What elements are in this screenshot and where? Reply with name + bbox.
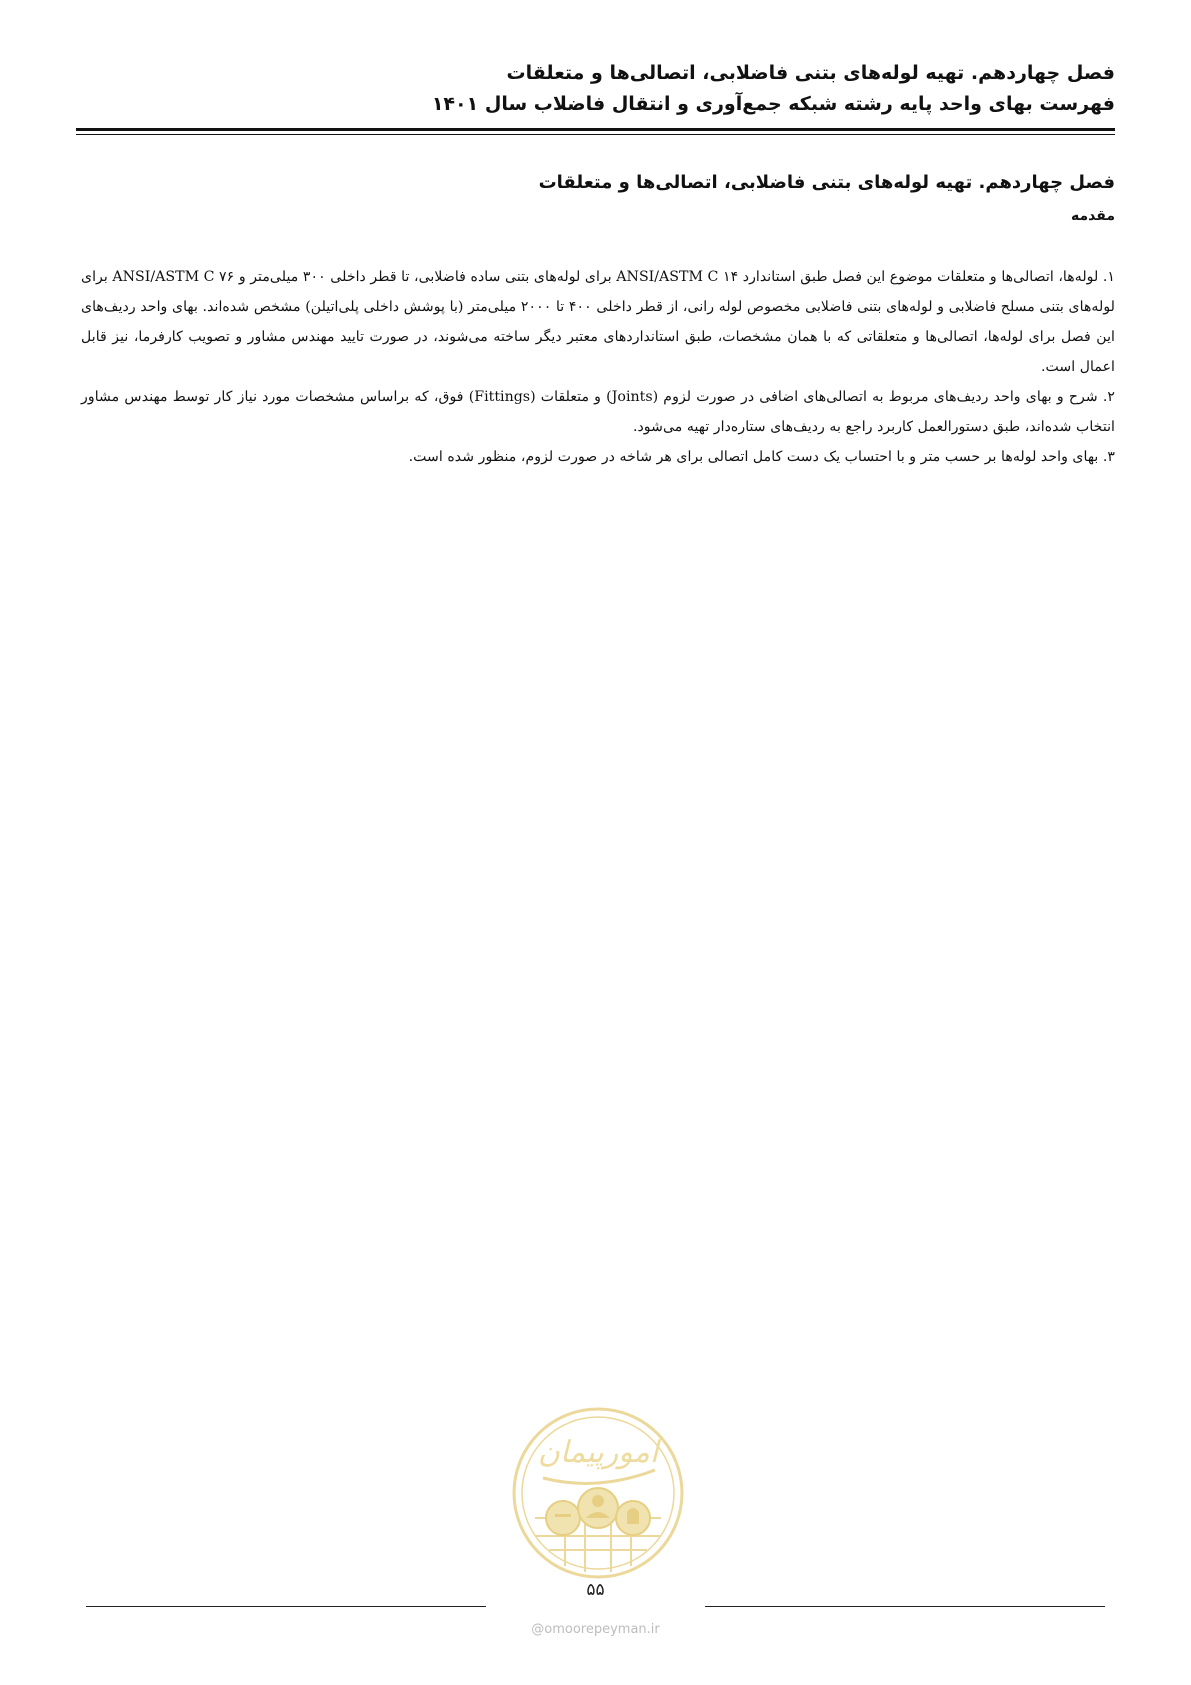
paragraph-3: ۳. بهای واحد لوله‌ها بر حسب متر و با احتساب یک دست کامل اتصالی برای هر شاخه در صورت لزوم، منظور شده است. bbox=[408, 449, 1115, 465]
paragraph-2: ۲. شرح و بهای واحد ردیف‌های مربوط به اتصالی‌های اضافی در صورت لزوم (Joints) و متعلقات (Fittings) فوق، که براساس مشخصات مورد نیاز کار توسط مهندس مشاور انتخاب شده‌اند، طبق دستورالعمل کاربرد راجع به ردیف‌های ستاره‌دار تهیه می‌شود. bbox=[81, 389, 1115, 435]
header-divider-thick bbox=[76, 128, 1115, 131]
site-watermark: @omoorepeyman.ir bbox=[531, 1622, 660, 1637]
footer-divider-left bbox=[86, 1606, 486, 1607]
header-publication-title: فهرست بهای واحد پایه رشته شبکه جمع‌آوری و انتقال فاضلاب سال ۱۴۰۱ bbox=[431, 93, 1115, 115]
running-header bbox=[81, 58, 1115, 120]
footer-divider-right bbox=[705, 1606, 1105, 1607]
watermark-text: امورپیمان bbox=[537, 1435, 659, 1470]
header-chapter-title: فصل چهاردهم. تهیه لوله‌های بتنی فاضلابی، اتصالی‌ها و متعلقات bbox=[506, 62, 1115, 84]
page-number: ۵۵ bbox=[586, 1580, 605, 1600]
logo-seal-icon bbox=[505, 1400, 691, 1586]
section-title: فصل چهاردهم. تهیه لوله‌های بتنی فاضلابی، اتصالی‌ها و متعلقات bbox=[538, 172, 1115, 193]
body-text bbox=[81, 262, 1115, 472]
section-subtitle: مقدمه bbox=[1071, 208, 1115, 224]
header-divider-thin bbox=[76, 134, 1115, 135]
paragraph-1: ۱. لوله‌ها، اتصالی‌ها و متعلقات موضوع این فصل طبق استاندارد ANSI/ASTM C ۱۴ برای لوله‌های بتنی ساده فاضلابی، تا قطر داخلی ۳۰۰ میلی‌متر و ANSI/ASTM C ۷۶ برای لوله‌های بتنی مسلح فاضلابی و لوله‌های بتنی فاضلابی مخصوص لوله رانی، از قطر داخلی ۴۰۰ تا ۲۰۰۰ میلی‌متر (با پوشش داخلی پلی‌اتیلن) مشخص شده‌اند. بهای واحد ردیف‌های این فصل برای لوله‌ها، اتصالی‌ها و متعلقاتی که با همان مشخصات، طبق استانداردهای معتبر دیگر ساخته می‌شوند، در صورت تایید مهندس مشاور و تصویب کارفرما، نیز قابل اعمال است. bbox=[81, 269, 1116, 375]
